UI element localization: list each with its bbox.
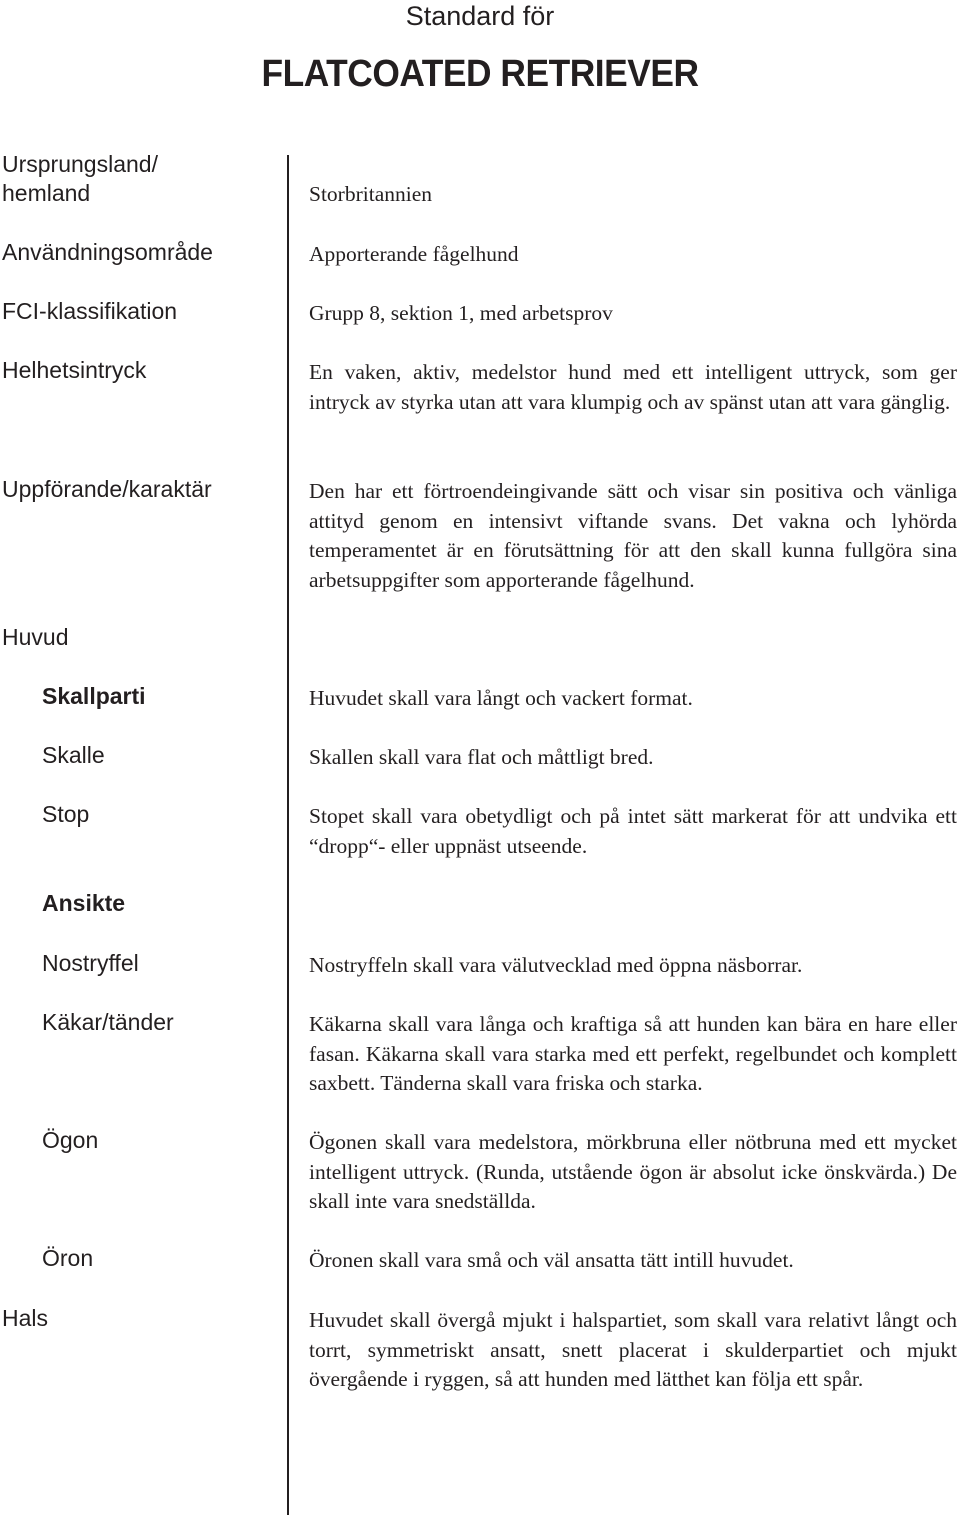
text-skallparti: Huvudet skall vara långt och vackert format.	[309, 686, 693, 710]
text-uppforande: Den har ett förtroendeingivande sätt och visar sin positiva och vänliga attityd genom en intensivt viftande svans. Det vakna och lyhörda temperamentet är en förutsättning för att den skall kunna fullgöra sina arbetsuppgifter som apporterande fågelhund.	[309, 479, 957, 592]
label-nostryffel: Nostryffel	[42, 950, 139, 976]
label-anvandningsomrade: Användningsområde	[2, 239, 213, 265]
document-title: FLATCOATED RETRIEVER	[261, 53, 699, 95]
label-hals: Hals	[2, 1305, 49, 1331]
text-kakar-tander: Käkarna skall vara långa och kraftiga så att hunden kan bära en hare eller fasan. Käkarna skall vara starka med ett perfekt, regelbundet och komplett saxbett. Tänderna skall vara friska och starka.	[309, 1012, 957, 1095]
label-uppforande: Uppförande/karaktär	[2, 476, 212, 502]
label-ogon: Ögon	[42, 1127, 99, 1153]
text-helhetsintryck: En vaken, aktiv, medelstor hund med ett intelligent uttryck, som ger intryck av styrka utan att vara klumpig och av spänst utan att vara gänglig.	[309, 360, 957, 414]
text-hals: Huvudet skall övergå mjukt i halspartiet, som skall vara relativt långt och torrt, symmetriskt ansatt, snett placerat i skulderpartiet och mjukt övergående i ryggen, så att hunden med lätthet kan följa ett spår.	[309, 1308, 957, 1391]
label-ansikte: Ansikte	[42, 890, 126, 916]
label-skallparti: Skallparti	[42, 683, 146, 709]
text-anvandningsomrade: Apporterande fågelhund	[309, 242, 519, 266]
label-kakar-tander: Käkar/tänder	[42, 1009, 174, 1035]
text-stop: Stopet skall vara obetydligt och på intet sätt markerat för att undvika ett “dropp“- eller uppnäst utseende.	[309, 804, 957, 858]
label-skalle: Skalle	[42, 742, 105, 768]
label-oron: Öron	[42, 1245, 94, 1271]
text-nostryffel: Nostryffeln skall vara välutvecklad med öppna näsborrar.	[309, 953, 803, 977]
text-ursprungsland: Storbritannien	[309, 182, 433, 206]
text-skalle: Skallen skall vara flat och måttligt bred.	[309, 745, 654, 769]
label-fci-klassifikation: FCI-klassifikation	[2, 298, 178, 324]
label-huvud: Huvud	[2, 624, 69, 650]
label-helhetsintryck: Helhetsintryck	[2, 357, 147, 383]
text-ogon: Ögonen skall vara medelstora, mörkbruna eller nötbruna med ett mycket intelligent uttryck. (Runda, utstående ögon är absolut icke önskvärda.) De skall inte vara snedställda.	[309, 1130, 957, 1213]
label-ursprungsland: Ursprungsland/ hemland	[2, 151, 158, 206]
text-fci-klassifikation: Grupp 8, sektion 1, med arbetsprov	[309, 301, 613, 325]
column-divider	[287, 155, 289, 1515]
text-oron: Öronen skall vara små och väl ansatta tätt intill huvudet.	[309, 1248, 794, 1272]
document-subtitle: Standard för	[405, 1, 555, 31]
label-stop: Stop	[42, 801, 90, 827]
